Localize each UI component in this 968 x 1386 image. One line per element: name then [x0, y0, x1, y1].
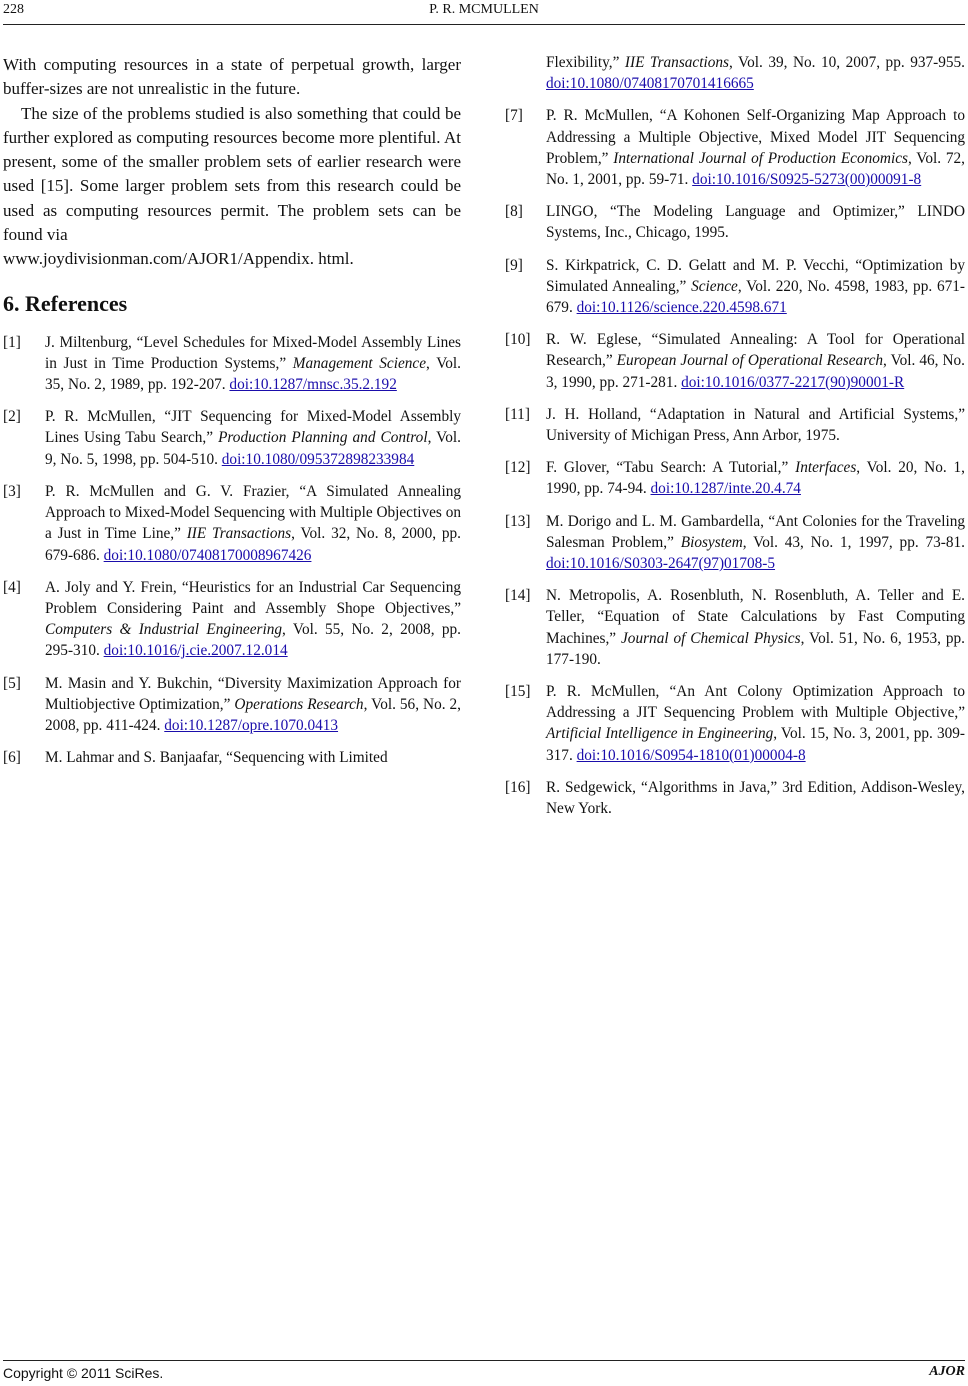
- reference-text: M. Lahmar and S. Banjaafar, “Sequencing with Limited: [45, 749, 388, 767]
- right-column: [505, 52, 965, 830]
- reference-text: P. R. McMullen, “An Ant Colony Optimization Approach to Addressing a JIT Sequencing Problem with Multiple Objective,”: [546, 683, 965, 722]
- doi-link[interactable]: doi:10.1016/S0954-1810(01)00004-8: [576, 746, 806, 764]
- copyright-notice: Copyright © 2011 SciRes.: [3, 1365, 164, 1381]
- reference-text: A. Joly and Y. Frein, “Heuristics for an Industrial Car Sequencing Problem Considering Paint and Assembly Shope Objectives,”: [45, 578, 461, 617]
- reference-text: R. Sedgewick, “Algorithms in Java,” 3rd Edition, Addison-Wesley, New York.: [546, 778, 965, 818]
- reference-number: [5]: [3, 674, 21, 692]
- header-rule: [3, 24, 965, 25]
- reference-number: [10]: [505, 331, 531, 349]
- reference-item: [505, 255, 965, 319]
- reference-text: , Vol. 20, No. 1, 1990, pp. 74-94.: [546, 459, 965, 498]
- doi-link[interactable]: doi:10.1080/095372898233984: [221, 450, 415, 468]
- reference-text: , Vol. 72, No. 1, 2001, pp. 59-71.: [546, 149, 965, 189]
- reference-item: [3, 747, 461, 768]
- reference-item: [505, 511, 965, 575]
- reference-text: , Vol. 220, No. 4598, 1983, pp. 671-679.: [546, 277, 965, 317]
- reference-number: [14]: [505, 587, 531, 605]
- reference-number: [11]: [505, 405, 530, 423]
- reference-text: Flexibility,”: [546, 54, 625, 71]
- reference-number: [3]: [3, 482, 21, 500]
- reference-item: [3, 577, 461, 662]
- reference-text: M. Dorigo and L. M. Gambardella, “Ant Colonies for the Traveling Salesman Problem,”: [546, 512, 965, 551]
- reference-text: N. Metropolis, A. Rosenbluth, N. Rosenbluth, A. Teller and E. Teller, “Equation of State Calculations by Fast Computing Machines,”: [546, 587, 965, 647]
- reference-number: [9]: [505, 256, 523, 274]
- footer-rule: [3, 1360, 965, 1361]
- doi-link[interactable]: doi:10.1016/S0303-2647(97)01708-5: [546, 555, 776, 573]
- reference-number: [6]: [3, 749, 21, 767]
- running-title: P. R. MCMULLEN: [429, 2, 539, 17]
- reference-item: [505, 329, 965, 393]
- reference-journal: Management Science: [292, 354, 426, 372]
- reference-journal: Science: [691, 277, 738, 295]
- reference-journal: Operations Research: [234, 695, 364, 713]
- reference-text: M. Masin and Y. Bukchin, “Diversity Maximization Approach for Multiobjective Optimization,”: [45, 674, 461, 713]
- reference-item: [3, 406, 461, 470]
- reference-journal: International Journal of Production Economics: [613, 149, 908, 167]
- reference-number: [12]: [505, 459, 531, 477]
- body-paragraph: With computing resources in a state of perpetual growth, larger buffer-sizes are not unrealistic in the future.: [3, 55, 461, 99]
- reference-journal: Interfaces: [795, 459, 857, 477]
- reference-text: P. R. McMullen, “JIT Sequencing for Mixed-Model Assembly Lines Using Tabu Search,”: [45, 408, 461, 447]
- reference-text: , Vol. 56, No. 2, 2008, pp. 411-424.: [45, 695, 462, 734]
- reference-item: [505, 457, 965, 499]
- reference-journal: Biosystem: [680, 533, 743, 551]
- reference-continuation: [505, 52, 965, 94]
- section-heading: 6. References: [3, 290, 128, 316]
- doi-link[interactable]: doi:10.1016/j.cie.2007.12.014: [103, 642, 288, 660]
- reference-journal: Production Planning and Control: [218, 429, 428, 447]
- doi-link[interactable]: doi:10.1080/07408170701416665: [546, 75, 754, 93]
- reference-text: J. H. Holland, “Adaptation in Natural and Artificial Systems,” University of Michigan Press, Ann Arbor, 1975.: [546, 405, 965, 445]
- doi-link[interactable]: doi:10.1016/0377-2217(90)90001-R: [681, 373, 905, 391]
- reference-number: [1]: [3, 333, 21, 351]
- doi-link[interactable]: doi:10.1287/opre.1070.0413: [164, 716, 339, 734]
- reference-item: [505, 404, 965, 446]
- reference-item: [505, 201, 965, 243]
- reference-text: J. Miltenburg, “Level Schedules for Mixed-Model Assembly Lines in Just in Time Production Systems,”: [45, 333, 461, 372]
- reference-number: [4]: [3, 578, 21, 596]
- body-paragraph: The size of the problems studied is also something that could be further explored as computing resources become more plentiful. At present, some of the smaller problem sets of earlier research were used [15]. Some larger problem sets from this research could be used as computing resources permit. The problem sets can be found via: [3, 103, 461, 245]
- reference-text: , Vol. 51, No. 6, 1953, pp. 177-190.: [546, 629, 965, 668]
- reference-item: [3, 332, 461, 396]
- reference-journal: IIE Transactions: [624, 54, 729, 71]
- reference-item: [3, 673, 461, 737]
- reference-text: , Vol. 39, No. 10, 2007, pp. 937-955.: [728, 54, 965, 71]
- reference-number: [13]: [505, 512, 531, 530]
- reference-number: [16]: [505, 778, 531, 796]
- reference-text: S. Kirkpatrick, C. D. Gelatt and M. P. Vecchi, “Optimization by Simulated Annealing,”: [546, 256, 965, 295]
- page-number: 228: [3, 2, 24, 17]
- doi-link[interactable]: doi:10.1287/inte.20.4.74: [650, 480, 801, 498]
- reference-journal: Computers & Industrial Engineering: [45, 621, 282, 639]
- reference-text: , Vol. 43, No. 1, 1997, pp. 73-81.: [742, 533, 965, 551]
- reference-text: , Vol. 9, No. 5, 1998, pp. 504-510.: [45, 429, 461, 468]
- reference-text: , Vol. 35, No. 2, 1989, pp. 192-207.: [45, 354, 462, 394]
- reference-text: LINGO, “The Modeling Language and Optimizer,” LINDO Systems, Inc., Chicago, 1995.: [546, 203, 965, 242]
- left-column: [3, 53, 461, 779]
- doi-link[interactable]: doi:10.1080/07408170008967426: [103, 546, 312, 564]
- doi-link[interactable]: doi:10.1016/S0925-5273(00)00091-8: [692, 171, 922, 189]
- reference-journal: Journal of Chemical Physics: [621, 629, 801, 647]
- reference-number: [2]: [3, 408, 21, 426]
- reference-text: , Vol. 55, No. 2, 2008, pp. 295-310.: [45, 621, 461, 660]
- reference-item: [505, 585, 965, 670]
- reference-number: [15]: [505, 683, 531, 701]
- doi-link[interactable]: doi:10.1287/mnsc.35.2.192: [229, 376, 397, 394]
- page-footer: [0, 1352, 968, 1386]
- reference-text: , Vol. 15, No. 3, 2001, pp. 309-317.: [546, 725, 966, 764]
- page-header: [0, 2, 968, 26]
- reference-text: F. Glover, “Tabu Search: A Tutorial,”: [546, 459, 796, 477]
- reference-text: , Vol. 46, No. 3, 1990, pp. 271-281.: [546, 352, 965, 391]
- reference-item: [3, 481, 461, 566]
- reference-text: P. R. McMullen, “A Kohonen Self-Organizing Map Approach to Addressing a Multiple Objective, Mixed Model JIT Sequencing Problem,”: [546, 107, 965, 167]
- doi-link[interactable]: doi:10.1126/science.220.4598.671: [576, 299, 787, 317]
- journal-abbrev: AJOR: [929, 1364, 965, 1379]
- reference-number: [8]: [505, 203, 523, 221]
- reference-list: [505, 105, 965, 819]
- reference-item: [505, 777, 965, 819]
- reference-number: [7]: [505, 107, 523, 125]
- reference-list: [3, 332, 461, 769]
- appendix-url: www.joydivisionman.com/AJOR1/Appendix. html.: [3, 249, 354, 269]
- reference-item: [505, 105, 965, 190]
- reference-journal: Artificial Intelligence in Engineering: [546, 725, 774, 743]
- reference-text: R. W. Eglese, “Simulated Annealing: A Tool for Operational Research,”: [546, 331, 965, 370]
- reference-journal: IIE Transactions: [186, 525, 292, 543]
- reference-text: P. R. McMullen and G. V. Frazier, “A Simulated Annealing Approach to Mixed-Model Sequencing with Multiple Objectives on a Just in Time Line,”: [45, 482, 461, 543]
- reference-text: , Vol. 32, No. 8, 2000, pp. 679-686.: [45, 525, 461, 564]
- reference-journal: European Journal of Operational Research: [616, 352, 884, 370]
- reference-item: [505, 681, 965, 766]
